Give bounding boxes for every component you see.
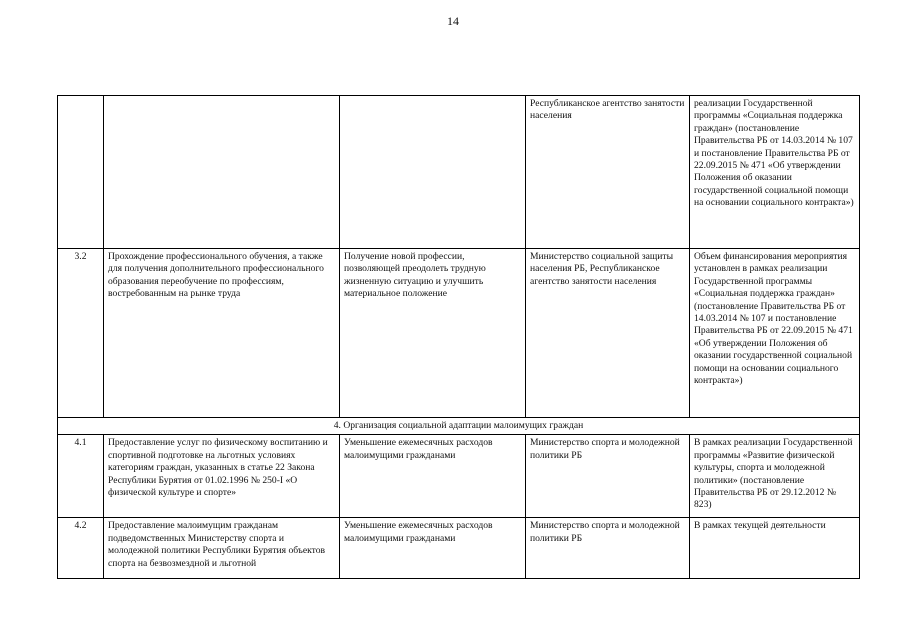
cell-financing: В рамках реализации Государственной программы «Развитие физической культуры, спорта и молодежной политики» (постановление Правительства РБ от 29.12.2012 № 823) bbox=[690, 435, 860, 518]
cell-number: 4.1 bbox=[58, 435, 104, 518]
cell-executor: Министерство спорта и молодежной политики РБ bbox=[526, 518, 690, 579]
table-row bbox=[58, 435, 860, 518]
cell-number: 3.2 bbox=[58, 249, 104, 418]
cell-result bbox=[340, 96, 526, 249]
cell-result: Уменьшение ежемесячных расходов малоимущими гражданами bbox=[340, 518, 526, 579]
measures-table bbox=[57, 95, 860, 579]
cell-measure: Предоставление малоимущим гражданам подведомственных Министерству спорта и молодежной политики Республики Бурятия объектов спорта на безвозмездной и льготной bbox=[104, 518, 340, 579]
cell-financing: В рамках текущей деятельности bbox=[690, 518, 860, 579]
cell-financing: Объем финансирования мероприятия установлен в рамках реализации Государственной программы «Социальная поддержка граждан» (постановление Правительства РБ от 14.03.2014 № 107 и постановление Правительства РБ от 22.09.2015 № 471 «Об утверждении Положения об оказании государственной социальной помощи на основании социального контракта») bbox=[690, 249, 860, 418]
table-row bbox=[58, 518, 860, 579]
cell-executor: Министерство спорта и молодежной политики РБ bbox=[526, 435, 690, 518]
cell-measure bbox=[104, 96, 340, 249]
page-number: 14 bbox=[447, 14, 459, 28]
cell-result: Уменьшение ежемесячных расходов малоимущими гражданами bbox=[340, 435, 526, 518]
section-header-row bbox=[58, 418, 860, 435]
cell-executor: Республиканское агентство занятости населения bbox=[526, 96, 690, 249]
cell-measure: Прохождение профессионального обучения, а также для получения дополнительного профессионального образования переобучение по профессиям, востребованным на рынке труда bbox=[104, 249, 340, 418]
table-row bbox=[58, 249, 860, 418]
cell-measure: Предоставление услуг по физическому воспитанию и спортивной подготовке на льготных условиях категориям граждан, указанных в статье 22 Закона Республики Бурятия от 01.02.1996 № 250-I «О физической культуре и спорте» bbox=[104, 435, 340, 518]
cell-number: 4.2 bbox=[58, 518, 104, 579]
cell-number bbox=[58, 96, 104, 249]
section-title: 4. Организация социальной адаптации малоимущих граждан bbox=[58, 418, 860, 435]
cell-executor: Министерство социальной защиты населения РБ, Республиканское агентство занятости населения bbox=[526, 249, 690, 418]
table-row-continuation bbox=[58, 96, 860, 249]
cell-result: Получение новой профессии, позволяющей преодолеть трудную жизненную ситуацию и улучшить материальное положение bbox=[340, 249, 526, 418]
cell-financing: реализации Государственной программы «Социальная поддержка граждан» (постановление Правительства РБ от 14.03.2014 № 107 и постановление Правительства РБ от 22.09.2015 № 471 «Об утверждении Положения об оказании государственной социальной помощи на основании социального контракта») bbox=[690, 96, 860, 249]
